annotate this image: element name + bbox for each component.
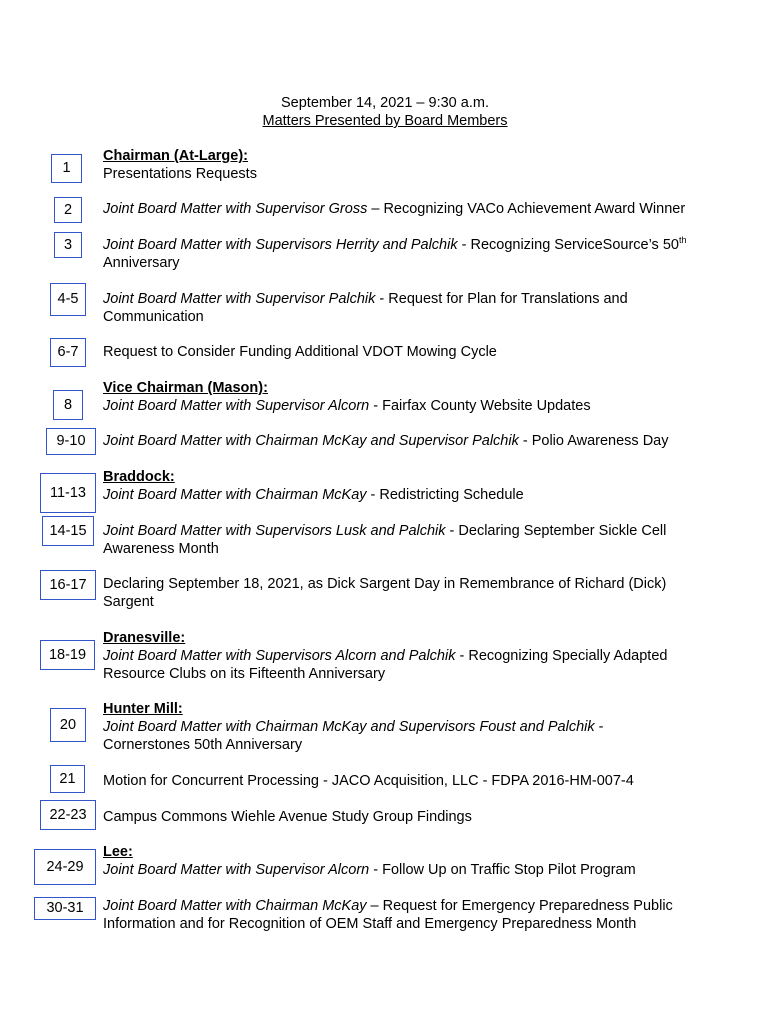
section-heading: Dranesville: bbox=[103, 630, 186, 646]
item-italic-text: Joint Board Matter with Supervisor Alcorn bbox=[103, 398, 370, 414]
item-plain-text: Request to Consider Funding Additional VDOT Mowing Cycle bbox=[103, 344, 497, 360]
item-italic-text: Joint Board Matter with Chairman McKay and Supervisor Palchik bbox=[103, 433, 519, 449]
item-line bbox=[103, 647, 743, 665]
item-italic-text: Joint Board Matter with Supervisors Alcorn and Palchik bbox=[103, 648, 456, 664]
item-text bbox=[103, 808, 743, 826]
item-line bbox=[103, 772, 743, 790]
section-heading: Braddock: bbox=[103, 469, 175, 485]
superscript: th bbox=[678, 235, 687, 246]
date-line: September 14, 2021 – 9:30 a.m. bbox=[281, 95, 489, 111]
section-heading: Lee: bbox=[103, 844, 133, 860]
item-continuation: Awareness Month bbox=[103, 541, 219, 557]
item-number-link[interactable]: 18-19 bbox=[40, 640, 95, 670]
item-text bbox=[103, 236, 743, 272]
item-plain-text: - Declaring September Sickle Cell bbox=[445, 523, 667, 539]
item-text bbox=[103, 290, 743, 326]
item-plain-text: Motion for Concurrent Processing - JACO Acquisition, LLC - FDPA 2016-HM-007-4 bbox=[103, 773, 634, 789]
item-continuation: Anniversary bbox=[103, 255, 180, 271]
item-text bbox=[103, 468, 743, 504]
item-continuation: Cornerstones 50th Anniversary bbox=[103, 737, 303, 753]
item-plain-text: - Request for Plan for Translations and bbox=[375, 291, 628, 307]
item-plain-text: Declaring September 18, 2021, as Dick Sargent Day in Remembrance of Richard (Dick) bbox=[103, 576, 667, 592]
item-plain-text: – Recognizing VACo Achievement Award Winner bbox=[367, 201, 686, 217]
item-number-link[interactable]: 4-5 bbox=[50, 283, 86, 316]
item-number-link[interactable]: 9-10 bbox=[46, 428, 96, 455]
item-number-link[interactable]: 6-7 bbox=[50, 338, 86, 367]
item-text bbox=[103, 200, 743, 218]
item-italic-text: Joint Board Matter with Supervisor Alcorn bbox=[103, 862, 370, 878]
item-number-link[interactable]: 21 bbox=[50, 765, 85, 793]
item-continuation: Sargent bbox=[103, 594, 154, 610]
item-line bbox=[103, 522, 743, 540]
item-plain-text: - Recognizing ServiceSource’s 50 bbox=[457, 237, 679, 253]
item-plain-text: – Request for Emergency Preparedness Public bbox=[366, 898, 673, 914]
item-text bbox=[103, 379, 743, 415]
section-heading: Vice Chairman (Mason): bbox=[103, 380, 268, 396]
item-plain-text: Campus Commons Wiehle Avenue Study Group Findings bbox=[103, 809, 472, 825]
item-line bbox=[103, 486, 743, 504]
item-line bbox=[103, 343, 743, 361]
item-line bbox=[103, 897, 743, 915]
item-text bbox=[103, 772, 743, 790]
item-line bbox=[103, 432, 743, 450]
item-plain-text: - Fairfax County Website Updates bbox=[369, 398, 591, 414]
item-italic-text: Joint Board Matter with Supervisor Gross bbox=[103, 201, 368, 217]
item-plain-text: Presentations Requests bbox=[103, 166, 257, 182]
item-text bbox=[103, 343, 743, 361]
item-plain-text: - Recognizing Specially Adapted bbox=[455, 648, 668, 664]
item-line bbox=[103, 290, 743, 308]
item-number-link[interactable]: 14-15 bbox=[42, 516, 94, 546]
item-line bbox=[103, 861, 743, 879]
item-number-link[interactable]: 1 bbox=[51, 154, 82, 183]
item-number-link[interactable]: 24-29 bbox=[34, 849, 96, 885]
item-line bbox=[103, 718, 743, 736]
item-number-link[interactable]: 16-17 bbox=[40, 570, 96, 600]
item-number-link[interactable]: 2 bbox=[54, 197, 82, 223]
item-italic-text: Joint Board Matter with Chairman McKay bbox=[103, 898, 367, 914]
item-continuation: Information and for Recognition of OEM Staff and Emergency Preparedness Month bbox=[103, 916, 637, 932]
item-number-link[interactable]: 20 bbox=[50, 708, 86, 742]
item-italic-text: Joint Board Matter with Chairman McKay and Supervisors Foust and Palchik bbox=[103, 719, 595, 735]
item-number-link[interactable]: 22-23 bbox=[40, 800, 96, 830]
subtitle-text: Matters Presented by Board Members bbox=[262, 113, 508, 129]
item-text bbox=[103, 629, 743, 683]
item-italic-text: Joint Board Matter with Supervisor Palchik bbox=[103, 291, 376, 307]
item-italic-text: Joint Board Matter with Chairman McKay bbox=[103, 487, 367, 503]
item-text bbox=[103, 147, 743, 183]
item-text bbox=[103, 700, 743, 754]
section-heading: Chairman (At-Large): bbox=[103, 148, 249, 164]
item-continuation: Communication bbox=[103, 309, 204, 325]
item-line bbox=[103, 397, 743, 415]
item-text bbox=[103, 897, 743, 933]
item-number-link[interactable]: 8 bbox=[53, 390, 83, 420]
section-heading: Hunter Mill: bbox=[103, 701, 183, 717]
item-plain-text: - Polio Awareness Day bbox=[518, 433, 669, 449]
item-line bbox=[103, 200, 743, 218]
item-text bbox=[103, 522, 743, 558]
item-text bbox=[103, 432, 743, 450]
item-line bbox=[103, 575, 743, 593]
item-text bbox=[103, 575, 743, 611]
item-line bbox=[103, 808, 743, 826]
item-plain-text: - Redistricting Schedule bbox=[366, 487, 524, 503]
item-plain-text: - Follow Up on Traffic Stop Pilot Program bbox=[369, 862, 636, 878]
item-line bbox=[103, 165, 743, 183]
item-number-link[interactable]: 11-13 bbox=[40, 473, 96, 513]
item-italic-text: Joint Board Matter with Supervisors Lusk and Palchik bbox=[103, 523, 446, 539]
item-line bbox=[103, 236, 743, 254]
item-italic-text: Joint Board Matter with Supervisors Herrity and Palchik bbox=[103, 237, 458, 253]
item-text bbox=[103, 843, 743, 879]
page-subtitle bbox=[0, 112, 770, 130]
item-plain-text: - bbox=[594, 719, 604, 735]
item-number-link[interactable]: 30-31 bbox=[34, 897, 96, 920]
item-number-link[interactable]: 3 bbox=[54, 232, 82, 258]
item-continuation: Resource Clubs on its Fifteenth Anniversary bbox=[103, 666, 386, 682]
